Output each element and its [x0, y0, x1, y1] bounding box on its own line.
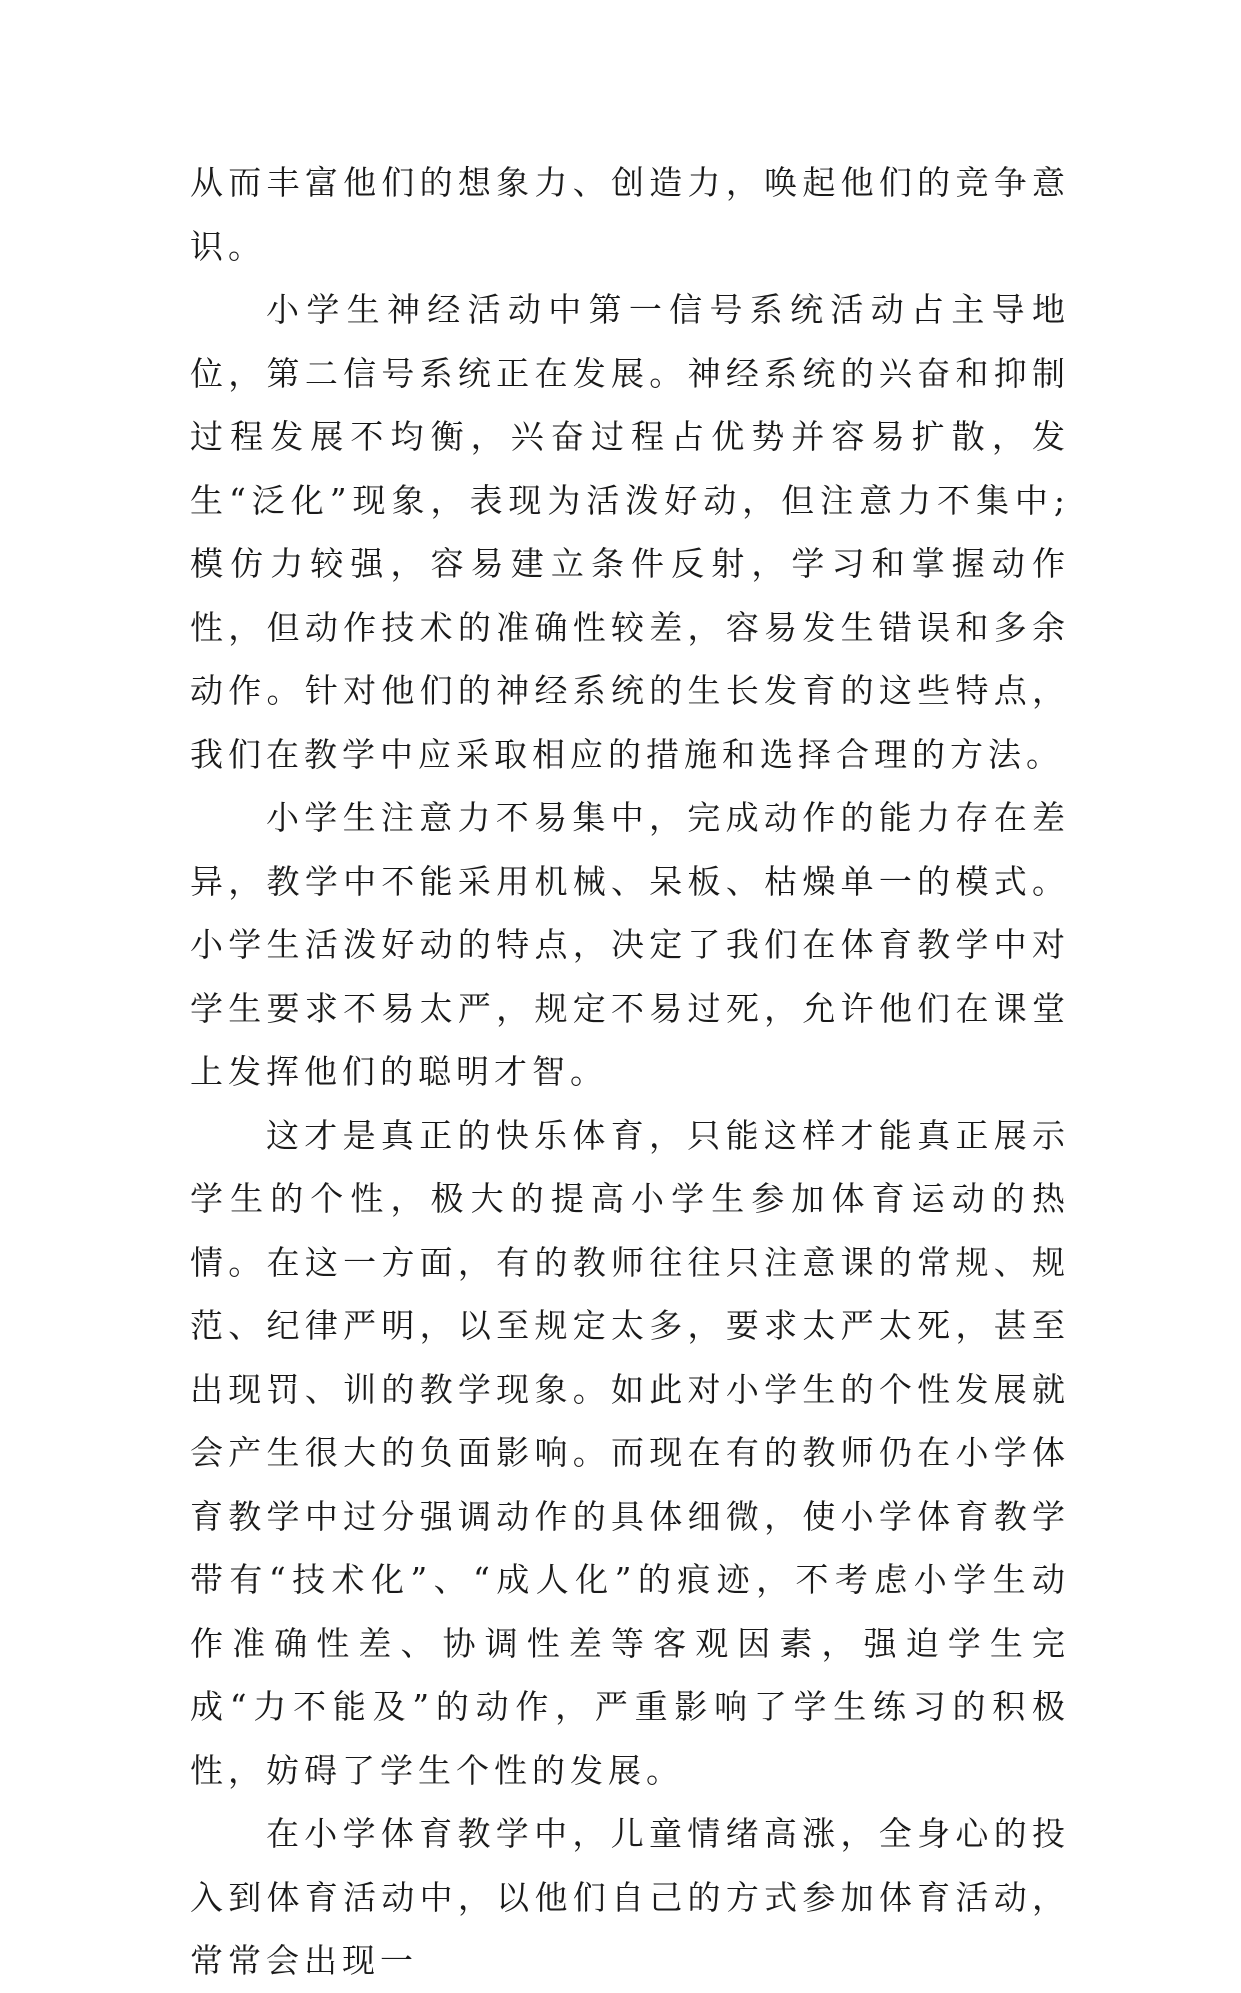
paragraph-attention: 小学生注意力不易集中，完成动作的能力存在差异，教学中不能采用机械、呆板、枯燥单一的模式。小学生活泼好动的特点，决定了我们在体育教学中对学生要求不易太严，规定不易过死，允许他们在课堂上发挥他们的聪明才智。: [190, 798, 1070, 1091]
paragraph-continued: 从而丰富他们的想象力、创造力，唤起他们的竞争意识。: [190, 163, 1070, 266]
document-body: [190, 151, 1070, 1993]
paragraph-pe-teaching: 在小学体育教学中，儿童情绪高涨，全身心的投入到体育活动中，以他们自己的方式参加体育活动，常常会出现一: [190, 1814, 1070, 1980]
paragraph-neural-development: 小学生神经活动中第一信号系统活动占主导地位，第二信号系统正在发展。神经系统的兴奋和抑制过程发展不均衡，兴奋过程占优势并容易扩散，发生“泛化”现象，表现为活泼好动，但注意力不集中;模仿力较强，容易建立条件反射，学习和掌握动作性，但动作技术的准确性较差，容易发生错误和多余动作。针对他们的神经系统的生长发育的这些特点，我们在教学中应采取相应的措施和选择合理的方法。: [190, 290, 1070, 774]
paragraph-happy-pe: 这才是真正的快乐体育，只能这样才能真正展示学生的个性，极大的提高小学生参加体育运动的热情。在这一方面，有的教师往往只注意课的常规、规范、纪律严明，以至规定太多，要求太严太死，甚至出现罚、训的教学现象。如此对小学生的个性发展就会产生很大的负面影响。而现在有的教师仍在小学体育教学中过分强调动作的具体细微，使小学体育教学带有“技术化”、“成人化”的痕迹，不考虑小学生动作准确性差、协调性差等客观因素，强迫学生完成“力不能及”的动作，严重影响了学生练习的积极性，妨碍了学生个性的发展。: [190, 1115, 1070, 1790]
